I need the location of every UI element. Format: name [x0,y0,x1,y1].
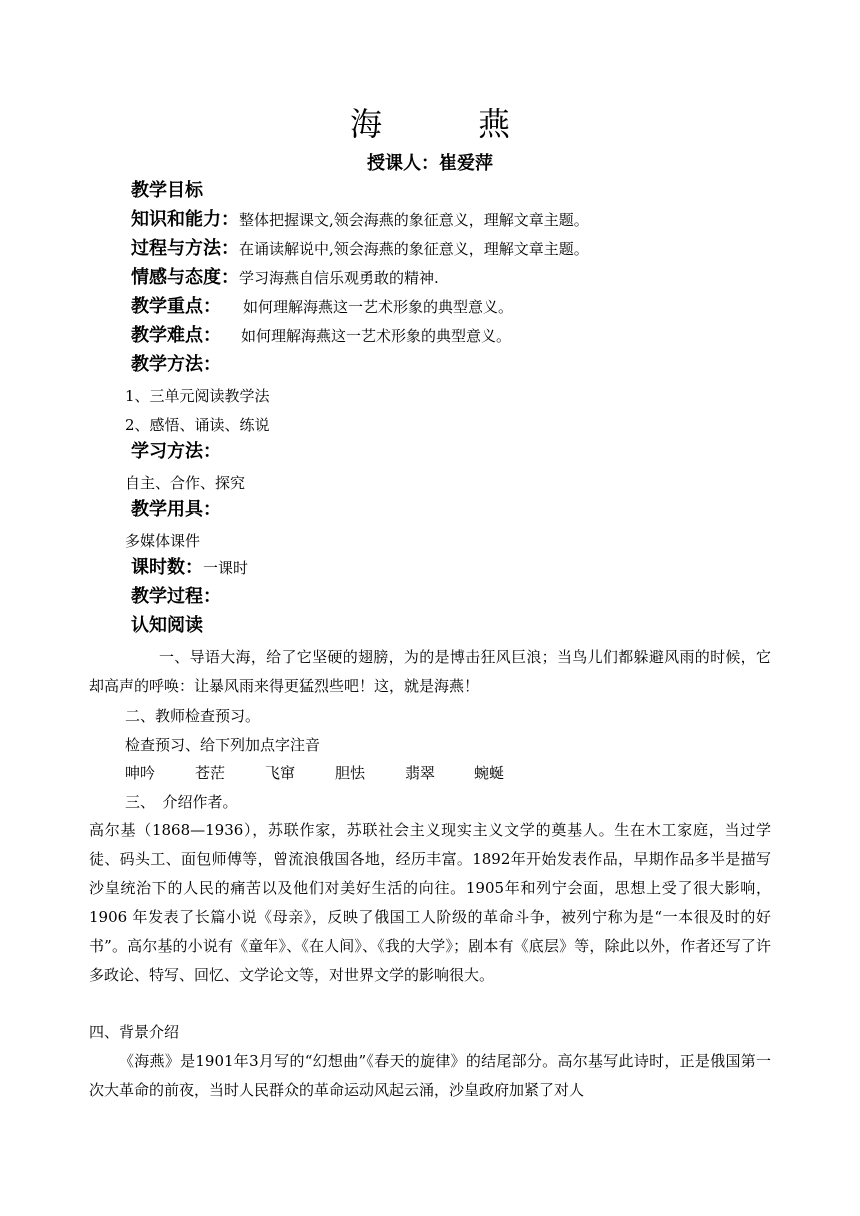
key-point-text: 如何理解海燕这一艺术形象的典型意义。 [243,298,514,316]
section1-paragraph: 一、导语大海，给了它坚硬的翅膀，为的是博击狂风巨浪；当鸟儿们都躲避风雨的时候，它却高声的呼唤：让暴风雨来得更猛烈些吧！这，就是海燕！ [89,648,771,695]
hours-text: 一课时 [203,559,249,577]
tools-text: 多媒体课件 [125,532,201,550]
key-point-row [131,297,513,317]
section2-heading: 二、教师检查预习。 [125,707,261,725]
emotion-text: 学习海燕自信乐观勇敢的精神. [239,269,439,287]
pinyin-word-row [125,763,545,783]
hours-row [131,558,248,578]
word-3: 飞窜 [265,764,296,782]
knowledge-text: 整体把握课文,领会海燕的象征意义，理解文章主题。 [239,211,589,229]
tools-label: 教学用具： [131,499,221,520]
difficult-point-label: 教学难点： [131,325,221,346]
hours-label: 课时数： [131,557,203,578]
author-line: 授课人：崔爱萍 [367,153,493,174]
method-item-1: 1、三单元阅读教学法 [125,387,270,405]
teaching-process-label: 教学过程： [131,586,221,607]
background-paragraph: 《海燕》是1901年3月写的“幻想曲”《春天的旋律》的结尾部分。高尔基写此诗时，正是俄国第一次大革命的前夜，当时人民群众的革命运动风起云涌，沙皇政府加紧了对人 [89,1052,771,1099]
emotion-row [131,268,439,288]
section4-heading: 四、背景介绍 [89,1023,180,1041]
word-2: 苍茫 [195,764,226,782]
title-char-2: 燕 [478,105,511,143]
word-4: 胆怯 [335,764,366,782]
difficult-point-text: 如何理解海燕这一艺术形象的典型意义。 [241,327,512,345]
section3-heading: 三、 介绍作者。 [125,793,238,811]
objectives-heading: 教学目标 [131,180,203,201]
study-methods-text: 自主、合作、探究 [125,474,246,492]
section2-instruction: 检查预习、给下列加点字注音 [125,736,321,754]
word-6: 蜿蜒 [474,764,505,782]
knowledge-label: 知识和能力： [131,209,239,230]
author-intro-paragraph: 高尔基（1868—1936），苏联作家，苏联社会主义现实主义文学的奠基人。生在木工家庭，当过学徒、码头工、面包师傅等，曾流浪俄国各地，经历丰富。1892年开始发表作品，早期作品多半是描写沙皇统治下的人民的痛苦以及他们对美好生活的向往。1905年和列宁会面，思想上受了很大影响，1906 年发表了长篇小说《母亲》，反映了俄国工人阶级的革命斗争，被列宁称为是“一本很及时的好书”。高尔基的小说有《童年》、《在人间》、《我的大学》；剧本有《底层》等，除此以外，作者还写了许多政论、特写、回忆、文学论文等，对世界文学的影响很大。 [89,821,771,984]
word-5: 翡翠 [405,764,436,782]
method-item-2: 2、感悟、诵读、练说 [125,416,270,434]
methods-label: 教学方法： [131,354,221,375]
process-method-text: 在诵读解说中,领会海燕的象征意义，理解文章主题。 [239,240,589,258]
title-char-1: 海 [349,105,382,143]
page-title [0,104,860,144]
knowledge-row [131,210,589,230]
key-point-label: 教学重点： [131,296,221,317]
study-methods-label: 学习方法： [131,441,221,462]
process-method-row [131,239,589,259]
cognitive-reading-label: 认知阅读 [131,615,203,636]
word-1: 呻吟 [125,764,156,782]
difficult-point-row [131,326,511,346]
process-method-label: 过程与方法： [131,238,239,259]
emotion-label: 情感与态度： [131,267,239,288]
